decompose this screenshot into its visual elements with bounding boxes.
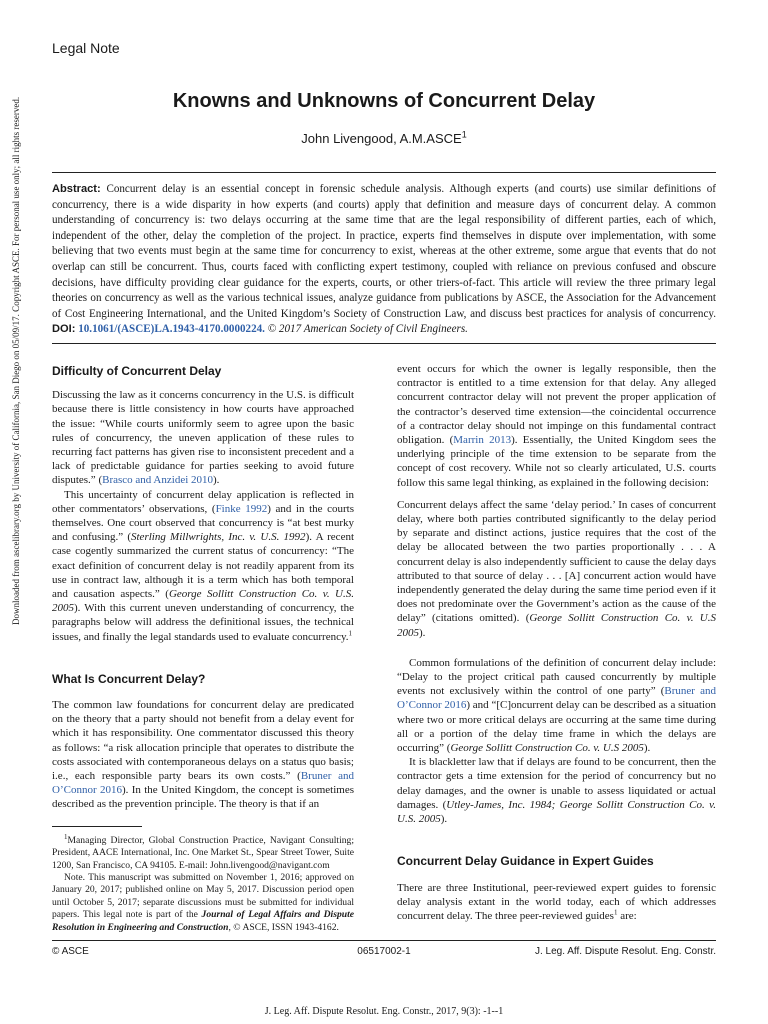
bottom-reference: J. Leg. Aff. Dispute Resolut. Eng. Constr., 2017, 9(3): -1--1 [264,1006,504,1017]
endnote-mark: 1 [613,908,618,917]
footer-copyright: © ASCE [52,946,89,957]
paragraph: Common formulations of the definition of concurrent delay include: “Delay to the project critical path caused concurrently by multiple events not exclusively within the control of one party” (Bruner and O’Connor 2016) and “[C]oncurrent delay can be described as a situation where two or more critical delays are occurring at the same time during all or a portion of the delay time frame in which the delays are occurring” (George Sollitt Construction Co. v. U.S 2005). [397,656,716,755]
case-citation: George Sollitt Construction Co. v. U.S 2005 [397,612,716,639]
citation-link[interactable]: Bruner and O’Connor 2016 [397,685,716,712]
citation-link[interactable]: Marrin 2013 [453,434,512,447]
doi-link[interactable]: 10.1061/(ASCE)LA.1943-4170.0000224. [78,323,265,336]
heading-difficulty: Difficulty of Concurrent Delay [52,364,222,378]
author-footnote-mark: 1 [461,129,467,140]
block-quote: Concurrent delays affect the same ‘delay period.’ In cases of concurrent delay, where both parties contributed significantly to the delay period by separate and distinct actions, justice requires that the cost of the delay be allocated between the two parties proportionally . . . A concurrent delay is also independently sufficient to cause the delay days attributed to that source of delay . . . [A] concurrent action would have independently generated the delay during the same time period even if it does not predominate over the Government’s action as the cause of the delay” (citations omitted). (George Sollitt Construction Co. v. U.S 2005). [397,498,716,639]
paragraph: This uncertainty of concurrent delay application is reflected in other commentators’ observations, (Finke 1992) and in the courts themselves. One court observed that concurrency is “at best murky and confusing.” (Sterling Millwrights, Inc. v. U.S. 1992). A recent case cogently summarized the current status of concurrency: “The exact definition of concurrent delay is not readily apparent from its use in contract law, although it is a term which has both temporal and causation aspects.” (George Sollitt Construction Co. v. U.S. 2005). With this current uneven understanding of concurrency, the paragraphs below will address the definitional issues, the technical issues, and finally the legal standards used to evaluate concurrency.$^1$ [52,488,355,643]
abstract-text: Concurrent delay is an essential concept in forensic schedule analysis. Although experts (and courts) use similar definitions of concurrency, there is a wide disparity in how experts (and courts) apply that definition and measure days of concurrent delay. A common understanding of concurrency is: two delays occurring at the same time that are the legal responsibility of different parties, each of which, independent of the other, delay the completion of the project. In practice, experts find themselves in dispute over implementation, with some believing that two events must begin at the same time for concurrency to exist, whereas at the other extreme, some argue that events that do not overlap can still be concurrent. Thus, courts faced with conflicting expert testimony, coupled with reliance on previous confused and obscure decisions, have difficulty providing clear guidance for the experts, courts, or other triers-of-fact. This article will review the three primary legal theories on concurrency as well as the various technical issues, analyze guidance from publications by ASCE, the Association for the Advancement of Cost Engineering International, and the United Kingdom’s Society of Construction Law, and discuss best practices for analysis of concurrency. [52,183,716,320]
case-citation: George Sollitt Construction Co. v. U.S. 2005 [52,588,354,615]
footnote-affiliation: $^1$Managing Director, Global Construction Practice, Navigant Consulting; President, AACE International, Inc. One Market St., Spear Street Tower, Suite 1200, San Francisco, CA 94105. E-mail: John.livengood@navigant.com [52,832,354,871]
section-label: Legal Note [52,40,120,56]
journal-name: Journal of Legal Affairs and Dispute Resolution in Engineering and Construction [52,909,354,933]
doi-label: DOI: [52,323,76,336]
footer-journal-abbrev: J. Leg. Aff. Dispute Resolut. Eng. Constr. [534,946,716,957]
right-column [397,362,716,923]
author-email[interactable]: John.livengood@navigant.com [210,859,330,871]
footer-rule [52,940,716,941]
download-notice: Downloaded from ascelibrary.org by University of California, San Diego on 05/09/17. Copyright ASCE. For personal use only; all rights reserved. [11,96,21,625]
footnote-rule [52,826,142,827]
abstract-bottom-rule [52,343,716,344]
author-name: John Livengood, A.M.ASCE [301,131,462,146]
copyright-notice: © 2017 American Society of Civil Engineers. [267,323,468,336]
abstract-label: Abstract: [52,183,101,195]
paragraph: event occurs for which the owner is legally responsible, then the contractor is entitled to a time extension for that delay. Any alleged concurrent contractor delay will not prevent the proper application of the contractor’s deserved time extension—the coincidental occurrence of a contractor delay should not impinge on this fundamental contract obligation. (Marrin 2013). Essentially, the United Kingdom sees the underlying principle of the time extension to be separate from the concept of cost recovery. While not so clearly articulated, U.S. courts follow this same legal thinking, as explained in the following decision: [397,363,716,489]
footer-page-id: 06517002-1 [357,946,411,957]
paragraph: There are three Institutional, peer-reviewed expert guides to forensic delay analysis extant in the world today, each of which addresses concurrent delay. The three peer-reviewed guides$^1$ are: [397,881,716,922]
article-title: Knowns and Unknowns of Concurrent Delay [172,90,596,112]
endnote-mark: 1 [348,629,352,637]
abstract [52,182,716,338]
footnote-note: Note. This manuscript was submitted on November 1, 2016; approved on January 20, 2017; published online on May 5, 2017. Discussion period open until October 5, 2017; separate discussions must be submitted for individual papers. This legal note is part of the Journal of Legal Affairs and Dispute Resolution in Engineering and Construction, © ASCE, ISSN 1943-4162. [52,871,354,933]
citation-link[interactable]: Bruner and O’Connor 2016 [52,770,354,797]
abstract-top-rule [52,172,716,173]
case-citation: Utley-James, Inc. 1984; George Sollitt Construction Co. v. U.S. 2005 [397,798,716,826]
paragraph: The common law foundations for concurrent delay are predicated on the theory that a party should not benefit from a delay event for which it has responsibility. One commentator discussed this theory as follows: “a risk allocation principle that operates to distribute the costs associated with contemporaneous delays on a status quo basis; i.e., each responsible party bears its own costs.” (Bruner and O’Connor 2016). In the United Kingdom, the concept is sometimes described as the prevention principle. The theory is that if an [52,699,354,811]
citation-link[interactable]: Brasco and Anzidei 2010 [102,474,214,487]
author-line [0,131,768,146]
case-citation: Sterling Millwrights, Inc. v. U.S. 1992 [131,531,306,544]
paragraph: It is blackletter law that if delays are found to be concurrent, then the contractor gets a time extension for the period of concurrency but no delay damages, and the owner is unable to assess liquidated or actual damages. (Utley-James, Inc. 1984; George Sollitt Construction Co. v. U.S. 2005). [397,756,716,826]
heading-expert-guides: Concurrent Delay Guidance in Expert Guides [397,854,654,869]
case-citation: George Sollitt Construction Co. v. U.S 2005 [450,742,644,755]
paragraph: Discussing the law as it concerns concurrency in the U.S. is difficult because there is little consistency in how courts have approached the issue: “While courts uniformly seem to agree upon the basic rules of concurrency, the uneven application of these rules to recurring fact patterns has given rise to inconsistent precedent and a lack of predictable guidance for parties seeking to avoid future disputes.” (Brasco and Anzidei 2010). [52,389,354,487]
citation-link[interactable]: Finke 1992 [215,502,268,515]
heading-what-is: What Is Concurrent Delay? [52,671,206,686]
left-column [52,364,354,934]
